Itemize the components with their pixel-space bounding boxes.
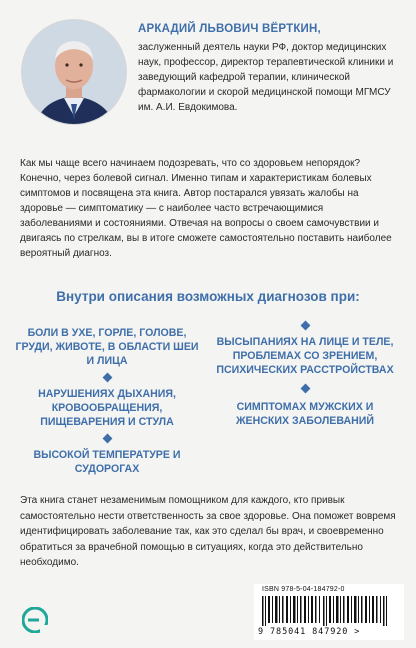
author-block [138, 22, 400, 115]
diagnoses-left-column [14, 320, 200, 476]
author-portrait [22, 20, 126, 124]
barcode [254, 584, 404, 640]
diagnosis-item: ВЫСОКОЙ ТЕМПЕРАТУРЕ И СУДОРОГАХ [33, 449, 181, 475]
intro-paragraph: Как мы чаще всего начинаем подозревать, что со здоровьем непорядок? Конечно, через болевой сигнал. Именно типам и характеристикам болевых симптомов и посвящена эта книга. Автор постарался увязать жалобы на здоровье — симптоматику — с наиболее часто встречающимися заболеваниями и состояниями. Отвечая на вопросы о своем самочувствии и двигаясь по стрелкам, вы в итоге сможете самостоятельно поставить наиболее вероятный диагноз. [20, 158, 392, 259]
section-title: Внутри описания возможных диагнозов при: [56, 289, 360, 304]
diagnoses-right-column [212, 320, 398, 428]
closing-paragraph: Эта книга станет незаменимым помощником для каждого, кто привык самостоятельно нести ответственность за свое здоровье. Она поможет вовремя идентифицировать заболевание так, как это сделал бы врач, и своевременно обратиться за врачебной помощью в ситуациях, когда это действительно необходимо. [20, 495, 396, 568]
diamond-icon [300, 384, 310, 394]
barcode-bars [262, 596, 396, 626]
diagnosis-item: СИМПТОМАХ МУЖСКИХ И ЖЕНСКИХ ЗАБОЛЕВАНИЙ [235, 401, 375, 427]
author-bio: заслуженный деятель науки РФ, доктор медицинских наук, профессор, директор терапевтической клиники и заведующий кафедрой терапии, клинической фармакологии и скорой медицинской помощи МГМСУ им. А.И. Евдокимова. [138, 42, 394, 113]
author-portrait-image [22, 20, 126, 124]
barcode-digits: 9 785041 847920 > [258, 627, 361, 637]
diamond-icon [300, 321, 310, 331]
diamond-icon [102, 434, 112, 444]
diamond-icon [102, 373, 112, 383]
isbn-text: ISBN 978-5-04-184792-0 [262, 586, 345, 593]
author-name: АРКАДИЙ ЛЬВОВИЧ ВЁРТКИН, [138, 23, 321, 35]
diagnosis-item: НАРУШЕНИЯХ ДЫХАНИЯ, КРОВООБРАЩЕНИЯ, ПИЩЕВАРЕНИЯ И СТУЛА [38, 388, 176, 428]
eksmo-logo-icon [22, 607, 48, 633]
diagnosis-item: ВЫСЫПАНИЯХ НА ЛИЦЕ И ТЕЛЕ, ПРОБЛЕМАХ СО ЗРЕНИЕМ, ПСИХИЧЕСКИХ РАССТРОЙСТВАХ [216, 336, 394, 376]
diagnosis-item: БОЛИ В УХЕ, ГОРЛЕ, ГОЛОВЕ, ГРУДИ, ЖИВОТЕ, В ОБЛАСТИ ШЕИ И ЛИЦА [15, 327, 199, 367]
